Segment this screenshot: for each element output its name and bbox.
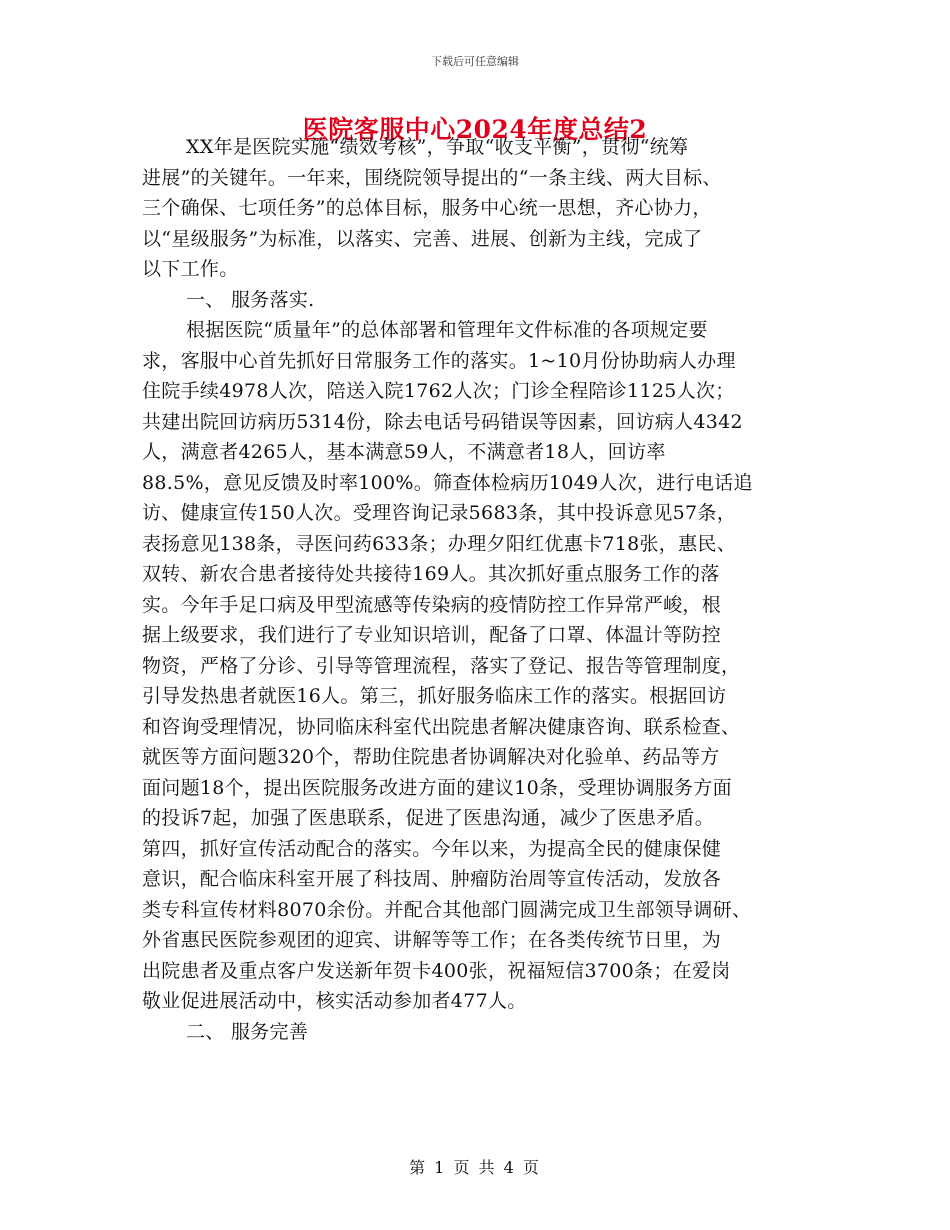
body-line: 住院手续4978人次，陪送入院1762人次；门诊全程陪诊1125人次； xyxy=(142,380,735,402)
document-body xyxy=(142,132,812,1047)
body-line: 以下工作。 xyxy=(142,258,239,280)
body-line: 共建出院回访病历5314份，除去电话号码错误等因素，回访病人4342 xyxy=(142,410,743,433)
body-line: 物资，严格了分诊、引导等管理流程，落实了登记、报告等管理制度， xyxy=(142,654,741,677)
body-line: 三个确保、七项任务”的总体目标，服务中心统一思想，齐心协力， xyxy=(142,197,712,219)
body-line: 人，满意者4265人，基本满意59人，不满意者18人，回访率 xyxy=(142,441,666,463)
body-line: 引导发热患者就医16人。第三，抓好服务临床工作的落实。根据回访 xyxy=(142,685,727,707)
body-line: 意识，配合临床科室开展了科技周、肿瘤防治周等宣传活动，发放各 xyxy=(142,868,722,890)
body-line: 据上级要求，我们进行了专业知识培训，配备了口罩、体温计等防控 xyxy=(142,624,722,646)
body-line: 一、 服务落实. xyxy=(186,288,315,311)
body-line: 根据医院“质量年”的总体部署和管理年文件标准的各项规定要 xyxy=(186,319,708,341)
header-note: 下载后可任意编辑 xyxy=(431,55,519,68)
document-title: 医院客服中心2024年度总结2 xyxy=(302,115,648,144)
body-line: 面问题18个，提出医院服务改进方面的建议10条，受理协调服务方面 xyxy=(142,776,732,799)
page-footer: 第 1 页 共 4 页 xyxy=(409,1158,541,1177)
body-line: 实。今年手足口病及甲型流感等传染病的疫情防控工作异常严峻，根 xyxy=(142,593,722,616)
body-line: 表扬意见138条，寻医问药633条；办理夕阳红优惠卡718张，惠民、 xyxy=(142,532,736,555)
body-line: 第四，抓好宣传活动配合的落实。今年以来，为提高全民的健康保健 xyxy=(142,837,722,860)
body-line: XX年是医院实施“绩效考核”，争取“收支平衡”，贯彻“统筹 xyxy=(186,136,689,158)
body-line: 访、健康宣传150人次。受理咨询记录5683条，其中投诉意见57条， xyxy=(142,502,736,524)
body-line: 就医等方面问题320个，帮助住院患者协调解决对化验单、药品等方 xyxy=(142,746,720,768)
body-line: 以“星级服务”为标准，以落实、完善、进展、创新为主线，完成了 xyxy=(142,227,703,250)
body-line: 出院患者及重点客户发送新年贺卡400张，祝福短信3700条；在爱岗 xyxy=(142,959,731,982)
body-line: 外省惠民医院参观团的迎宾、讲解等等工作；在各类传统节日里，为 xyxy=(142,929,722,951)
body-line: 类专科宣传材料8070余份。并配合其他部门圆满完成卫生部领导调研、 xyxy=(142,898,752,921)
body-line: 敬业促进展活动中，核实活动参加者477人。 xyxy=(142,990,527,1012)
body-line: 和咨询受理情况，协同临床科室代出院患者解决健康咨询、联系检查、 xyxy=(142,715,741,738)
body-line: 求，客服中心首先抓好日常服务工作的落实。1~10月份协助病人办理 xyxy=(142,349,736,372)
body-line: 的投诉7起，加强了医患联系，促进了医患沟通，减少了医患矛盾。 xyxy=(142,807,715,829)
body-line: 双转、新农合患者接待处共接待169人。其次抓好重点服务工作的落 xyxy=(142,563,720,585)
body-line: 二、 服务完善 xyxy=(186,1020,309,1043)
body-line: 88.5%，意见反馈及时率100%。筛查体检病历1049人次，进行电话追 xyxy=(142,471,753,494)
body-line: 进展”的关键年。一年来，围绕院领导提出的“一条主线、两大目标、 xyxy=(142,166,722,189)
